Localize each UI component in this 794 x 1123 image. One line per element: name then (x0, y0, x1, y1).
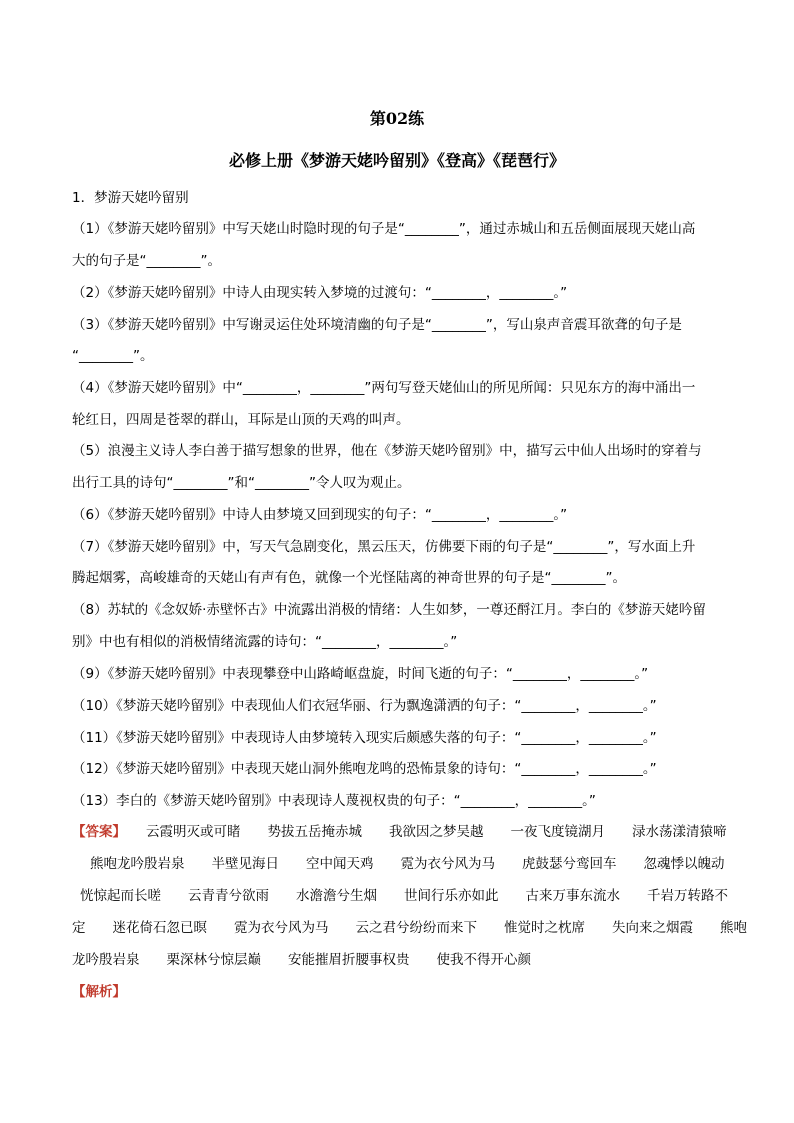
question-line: （6）《梦游天姥吟留别》中诗人由梦境又回到现实的句子：“________，________。” (72, 507, 568, 523)
section-heading: 1．梦游天姥吟留别 (72, 190, 189, 206)
question-line: 轮红日，四周是苍翠的群山，耳际是山顶的天鸡的叫声。 (72, 412, 410, 428)
question-line: （12）《梦游天姥吟留别》中表现天姥山洞外熊咆龙鸣的恐怖景象的诗句：“________，________。” (72, 761, 657, 777)
question-line: 出行工具的诗句“________”和“________”令人叹为观止。 (72, 475, 411, 491)
page-subtitle: 必修上册《梦游天姥吟留别》《登高》《琵琶行》 (228, 151, 565, 170)
analysis-label: 【解析】 (72, 984, 126, 1000)
question-line: 别》中也有相似的消极情绪流露的诗句：“________，________。” (72, 634, 458, 650)
question-line: 大的句子是“________”。 (72, 253, 221, 269)
answer-line: 熊咆龙吟殷岩泉 半壁见海日 空中闻天鸡 霓为衣兮风为马 虎鼓瑟兮鸾回车 忽魂悸以魄动 (90, 856, 725, 872)
answer-line: 定 迷花倚石忽已暝 霓为衣兮风为马 云之君兮纷纷而来下 惟觉时之枕席 失向来之烟霞 熊咆 (72, 920, 747, 936)
answer-line: 云霞明灭或可睹 势拔五岳掩赤城 我欲因之梦吴越 一夜飞度镜湖月 渌水荡漾清猿啼 (146, 824, 727, 840)
question-line: （10）《梦游天姥吟留别》中表现仙人们衣冠华丽、行为飘逸潇洒的句子：“________，________。” (72, 698, 657, 714)
question-line: （9）《梦游天姥吟留别》中表现攀登中山路崎岖盘旋，时间飞逝的句子：“________，________。” (72, 666, 649, 682)
answer-label: 【答案】 (72, 824, 126, 840)
question-line: “________”。 (72, 348, 154, 364)
question-line: （7）《梦游天姥吟留别》中，写天气急剧变化，黑云压天，仿佛要下雨的句子是“________”，写水面上升 (72, 539, 696, 555)
question-line: （3）《梦游天姥吟留别》中写谢灵运住处环境清幽的句子是“________”，写山泉声音震耳欲聋的句子是 (72, 317, 682, 333)
question-line: （5）浪漫主义诗人李白善于描写想象的世界，他在《梦游天姥吟留别》中，描写云中仙人出场时的穿着与 (72, 443, 702, 459)
page-title: 第02练 (369, 109, 425, 128)
question-line: （11）《梦游天姥吟留别》中表现诗人由梦境转入现实后颇感失落的句子：“________，________。” (72, 730, 657, 746)
question-line: （8）苏轼的《念奴娇·赤壁怀古》中流露出消极的情绪：人生如梦，一尊还酹江月。李白的《梦游天姥吟留 (72, 602, 706, 618)
question-line: （1）《梦游天姥吟留别》中写天姥山时隐时现的句子是“________”，通过赤城山和五岳侧面展现天姥山高 (72, 221, 696, 237)
question-line: （4）《梦游天姥吟留别》中“________，________”两句写登天姥仙山的所见所闻：只见东方的海中涌出一 (72, 380, 696, 396)
question-line: （13）李白的《梦游天姥吟留别》中表现诗人蔑视权贵的句子：“________，________。” (72, 793, 596, 809)
question-line: 腾起烟雾，高峻雄奇的天姥山有声有色，就像一个光怪陆离的神奇世界的句子是“________”。 (72, 570, 626, 586)
question-line: （2）《梦游天姥吟留别》中诗人由现实转入梦境的过渡句：“________，________。” (72, 285, 568, 301)
answer-line: 龙吟殷岩泉 栗深林兮惊层巅 安能摧眉折腰事权贵 使我不得开心颜 (72, 952, 531, 968)
answer-line: 恍惊起而长嗟 云青青兮欲雨 水澹澹兮生烟 世间行乐亦如此 古来万事东流水 千岩万转路不 (80, 888, 728, 904)
